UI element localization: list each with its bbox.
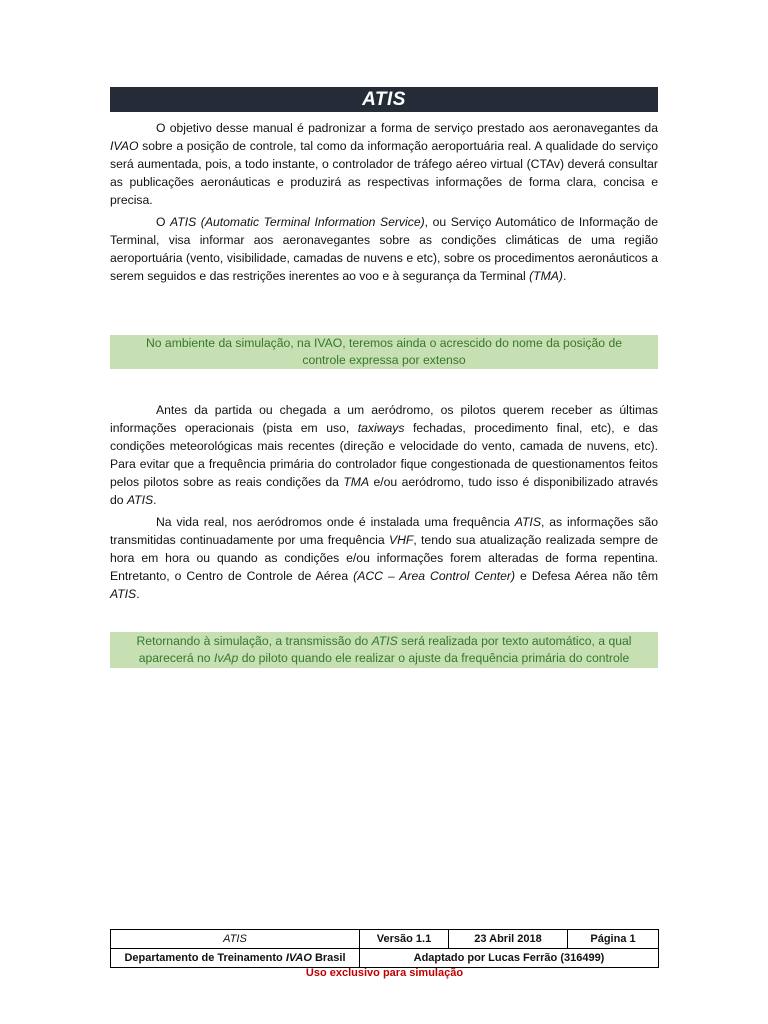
text-run: sobre a posição de controle, tal como da informação aeroportuária real. A qualidade do serviço será aumentada, pois, a todo instante, o controlador de tráfego aéreo virtual (CTAv) deverá consultar as publicações aeronáuticas e produzirá as respectivas informações de forma clara, concisa e precisa. [110,139,658,208]
note-line [302,352,465,369]
text-run: do piloto quando ele realizar o ajuste da frequência primária do controle [238,651,630,665]
footer-date: 23 Abril 2018 [449,930,568,949]
text-run: No ambiente da simulação, na IVAO, teremos ainda o acrescido do nome da posição de [145,336,623,350]
text-run: , as informações são transmitidas continuadamente por uma frequência [110,515,658,548]
text-run: aparecerá no [138,651,214,665]
text-run: Antes da partida ou chegada a um aeródromo, os pilotos querem receber as últimas informações operacionais (pista em uso, [110,403,658,436]
footer-department-text: Departamento de Treinamento [124,952,286,964]
text-run: . [153,493,157,508]
footer-row [111,930,659,949]
section-title-bar [110,87,658,112]
paragraph-operational-info [110,401,658,510]
text-run: Na vida real, nos aeródromos onde é instalada uma frequência [156,515,515,529]
italic-text-run: ATIS [126,493,154,508]
footer-doc-name-text: ATIS [223,933,247,945]
text-run: fechadas, procedimento final, etc), e das condições meteorológicas mais recentes (direção e velocidade do vento, camada de nuvens, etc). Para evitar que a frequência primária do controlador fique congestionada de questionamentos feitos pelos pilotos sobre as reais condições da [110,421,658,490]
italic-text-run: IvAp [213,651,239,665]
text-run: O [156,215,171,229]
italic-text-run: (ACC – Area Control Center) [353,569,515,584]
paragraph-real-life [110,513,658,603]
italic-text-run: (TMA) [529,269,563,284]
footer-department [111,949,360,968]
text-run: . [136,587,140,602]
italic-text-run: IVAO [110,139,139,154]
note-line [137,633,632,650]
italic-text-run: ATIS [110,587,137,602]
text-run: , ou Serviço Automático de Informação de Terminal, visa informar aos aeronavegantes sobre as condições climáticas de uma região aeroportuária (vento, visibilidade, camadas de nuvens e etc), sobre os procedimentos aeronáuticos a serem seguidos e das restrições inerentes ao voo e à segurança da Terminal [110,215,658,284]
italic-text-run: ATIS [514,515,541,529]
section-title: ATIS [362,88,406,110]
text-run: e Defesa Aérea não têm [515,569,658,584]
footer-doc-name [111,930,360,949]
text-run: , tendo sua atualização realizada sempre de hora em hora ou quando as condições e/ou informações forem alteradas de forma repentina. Entretanto, o Centro de Controle de Aérea [110,533,659,584]
italic-text-run: taxiways [357,421,405,436]
text-run: . [562,269,567,284]
footer-department-ivao: IVAO [285,952,312,964]
paragraph-intro [110,119,658,209]
footer-row [111,949,659,968]
italic-text-run: TMA [343,475,370,490]
text-run: será realizada por texto automático, a qual [397,634,632,648]
footer-table [110,929,659,968]
footer-version: Versão 1.1 [360,930,449,949]
footer-department-country: Brasil [311,952,346,964]
italic-text-run: VHF [388,533,414,548]
note-line [139,650,630,667]
footer-page-number: Página 1 [568,930,659,949]
text-run: O objetivo desse manual é padronizar a forma de serviço prestado aos aeronavegantes da [156,121,658,135]
paragraph-atis-definition [110,213,658,285]
text-run: Retornando à simulação, a transmissão do [136,634,372,648]
italic-text-run: ATIS (Automatic Terminal Information Service) [170,215,425,229]
note-line [146,335,622,352]
note-box-ivao [110,335,658,369]
italic-text-run: ATIS [371,634,398,648]
text-run: controle expressa por extenso [302,353,466,367]
note-box-simulation [110,632,658,668]
text-run: e/ou aeródromo, tudo isso é disponibilizado através do [110,475,659,508]
footer-usage-note: Uso exclusivo para simulação [305,967,464,979]
footer-adapted-by: Adaptado por Lucas Ferrão (316499) [360,949,659,968]
